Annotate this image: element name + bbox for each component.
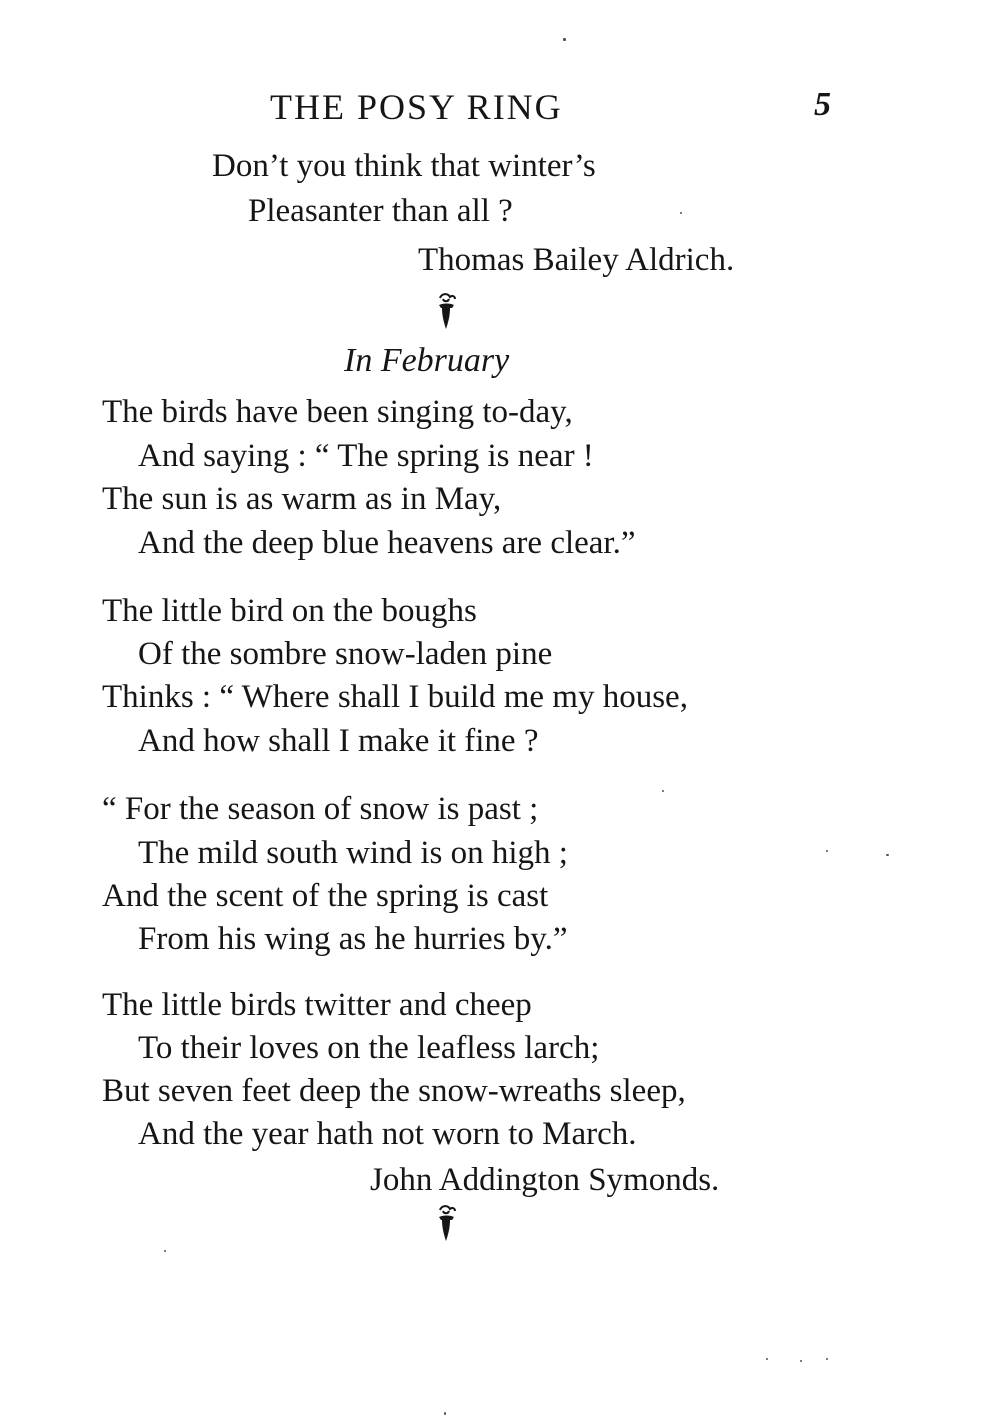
previous-poem-line: Don’t you think that winter’s xyxy=(212,148,596,184)
running-title: THE POSY RING xyxy=(270,87,563,127)
acorn-sprig-icon xyxy=(434,292,458,332)
poem-line: To their loves on the leafless larch; xyxy=(138,1030,600,1066)
poem-line: “ For the season of snow is past ; xyxy=(102,791,539,827)
scan-speck xyxy=(444,1412,446,1415)
scan-speck xyxy=(826,1358,828,1360)
poem-line: The mild south wind is on high ; xyxy=(138,835,568,871)
poem-line: And the deep blue heavens are clear.” xyxy=(138,525,636,561)
poem-line: And saying : “ The spring is near ! xyxy=(138,438,594,474)
poem-line: The little birds twitter and cheep xyxy=(102,987,532,1023)
poem-line: Thinks : “ Where shall I build me my house, xyxy=(102,679,688,715)
previous-poem-author: Thomas Bailey Aldrich. xyxy=(418,242,735,278)
scan-speck xyxy=(563,38,566,41)
poem-line: And the year hath not worn to March. xyxy=(138,1116,637,1152)
previous-poem-line: Pleasanter than all ? xyxy=(248,193,513,229)
scan-speck xyxy=(164,1250,166,1252)
poem-title: In February xyxy=(344,342,510,379)
poem-line: Of the sombre snow-laden pine xyxy=(138,636,553,672)
scan-speck xyxy=(680,212,682,214)
page-number: 5 xyxy=(814,86,831,123)
poem-line: From his wing as he hurries by.” xyxy=(138,921,568,957)
poem-line: The little bird on the boughs xyxy=(102,593,477,629)
scan-speck xyxy=(826,850,828,852)
poem-author: John Addington Symonds. xyxy=(370,1162,720,1198)
scan-speck xyxy=(886,854,889,856)
running-head xyxy=(0,86,1000,130)
poem-line: The sun is as warm as in May, xyxy=(102,481,502,517)
poem-line: But seven feet deep the snow-wreaths sleep, xyxy=(102,1073,686,1109)
poem-line: And the scent of the spring is cast xyxy=(102,878,549,914)
poem-line: And how shall I make it fine ? xyxy=(138,723,539,759)
scan-speck xyxy=(662,790,664,792)
scan-speck xyxy=(800,1360,802,1362)
scan-speck xyxy=(766,1358,768,1360)
acorn-sprig-icon xyxy=(434,1204,458,1244)
poem-line: The birds have been singing to-day, xyxy=(102,394,573,430)
